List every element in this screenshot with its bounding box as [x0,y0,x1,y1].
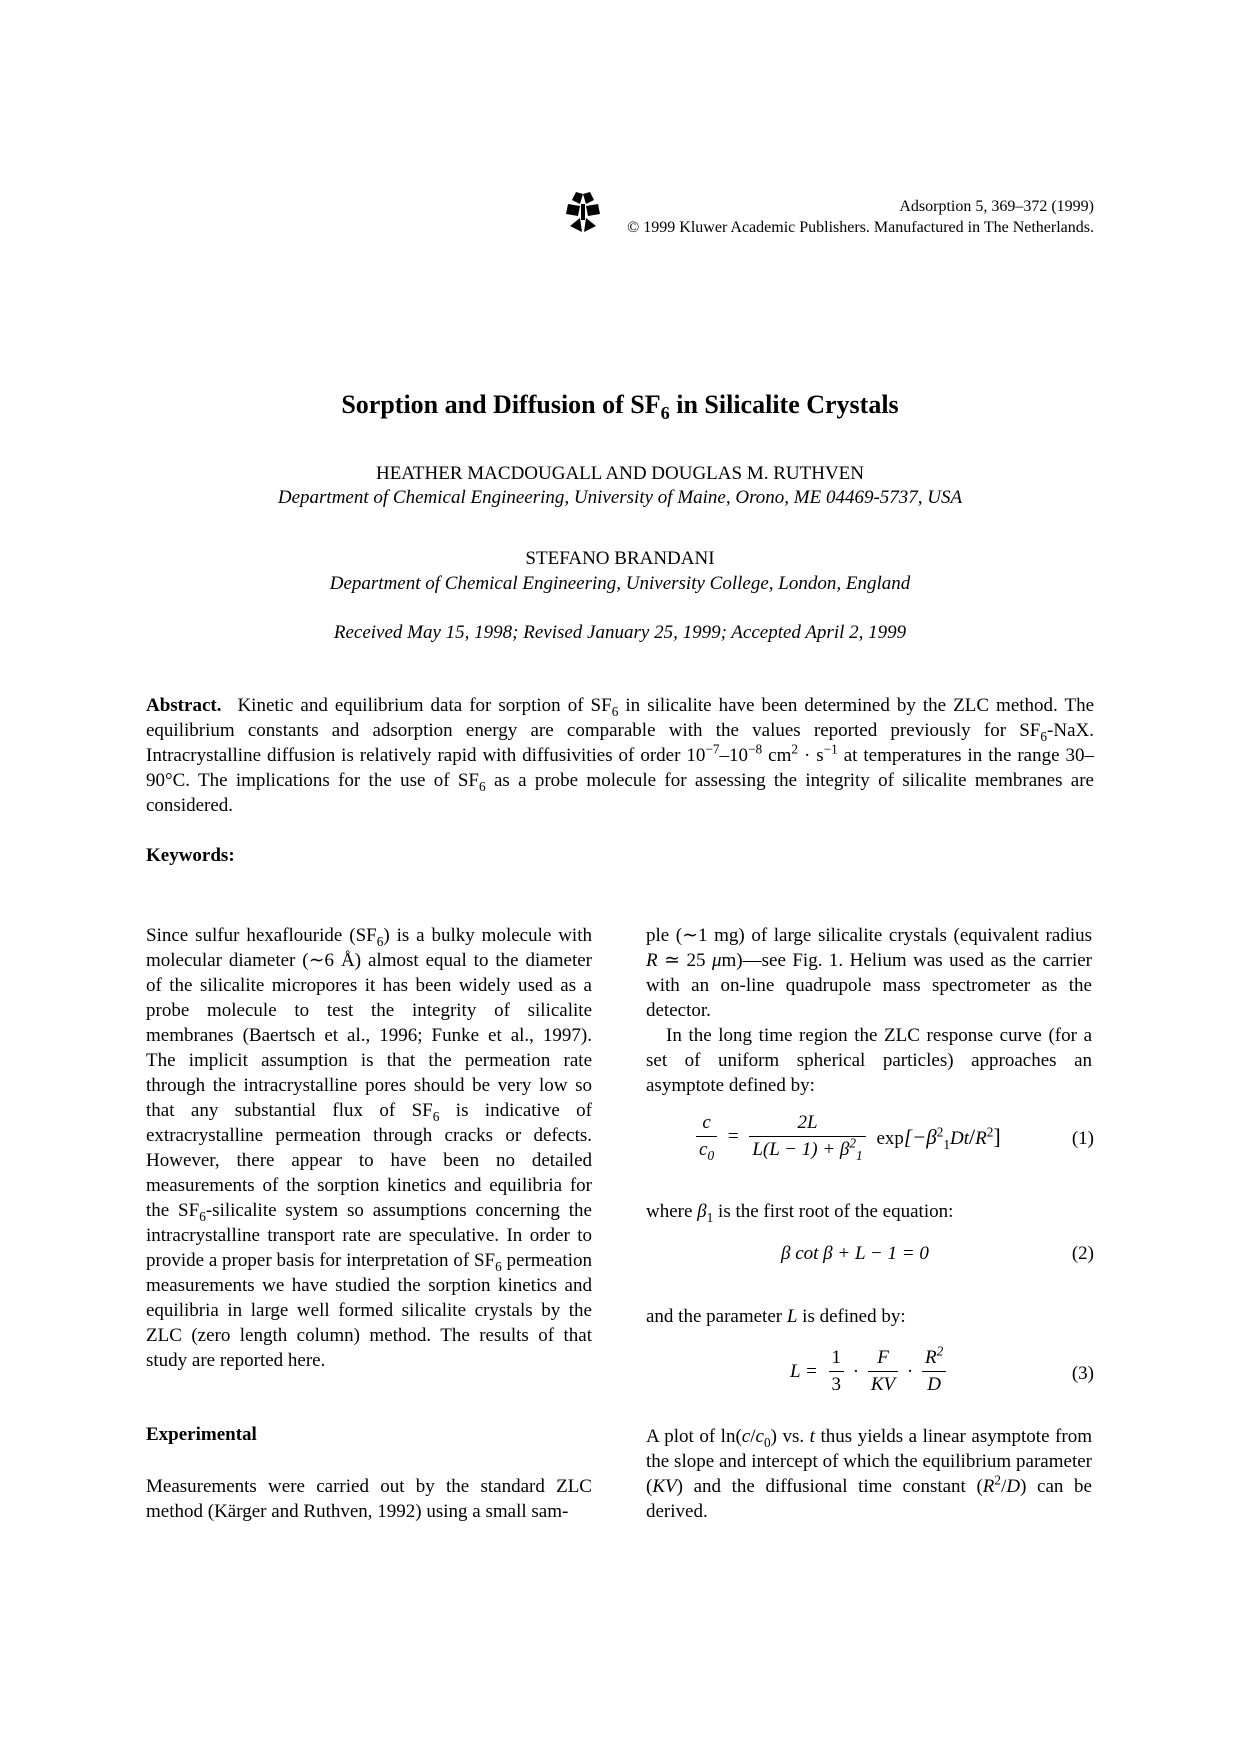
author-group-2: STEFANO BRANDANI [525,548,715,569]
keywords-label: Keywords: [146,845,235,866]
eq3-fraction-2: $\frac{F}{KV}$ [868,1347,898,1396]
received-dates: Received May 15, 1998; Revised January 25, 1999; Accepted April 2, 1999 [333,622,907,643]
publisher-logo-icon [566,192,600,232]
eq2-number: (2) [1071,1243,1094,1264]
equation-2 [646,1243,1094,1269]
section-heading-experimental: Experimental [146,1424,257,1445]
eq1-rhs-fraction: $\frac{2L}{L(L - 1) + \beta^2_1}$ [749,1112,865,1161]
right-column-top [646,923,1092,1098]
abstract: Abstract. Kinetic and equilibrium data for sorption of $SF_6$ in silicalite have been determined by the ZLC method. The equilibrium constants and adsorption energy are comparable with the values reported previously for $SF_6$-NaX. Intracrystalline diffusion is relatively rapid with diffusivities of order $10^{-7}-10^{-8}$ $cm^2 \cdot s^{-1}$ at temperatures in the range 30–90°C. The implications for the use of $SF_6$ as a probe molecule for assessing the integrity of silicalite membranes are considered. [146,695,1094,816]
eq3-fraction-1: $\frac{1}{3}$ [829,1347,845,1396]
equation-3: L = $\frac{1}{3}$ · $\frac{F}{KV}$ · $\frac{R^2}{D}$ (3) [790,1343,1094,1395]
affiliation-1: Department of Chemical Engineering, University of Maine, Orono, ME 04469-5737, USA [277,487,963,508]
right-paragraph-5: A plot of $\ln(c/c_0)$ vs. t thus yields a linear asymptote from the slope and intercept of which the equilibrium parameter (KV) and the diffusional time constant $(R^2/D)$ can be derived. [646,1426,1092,1522]
right-paragraph-1: ple (∼1 mg) of large silicalite crystals (equivalent radius R ≃ 25 μm)—see Fig. 1. Helium was used as the carrier with an on-line quadrupole mass spectrometer as the detector. [646,925,1092,1021]
journal-header [627,196,1094,238]
author-group-1: HEATHER MACDOUGALL AND DOUGLAS M. RUTHVEN [375,463,864,484]
eq1-number: (1) [1071,1128,1094,1149]
equation-1: $\frac{c}{c_0}$ = $\frac{2L}{L(L - 1) + \beta^2_1}$ $\exp[-\beta^2_1Dt/R^2]$ (1) [646,1112,1094,1172]
eq2-body: β cot β + L − 1 = 0 [781,1243,929,1264]
affiliation-2: Department of Chemical Engineering, University College, London, England [329,573,911,594]
paper-title: Sorption and Diffusion of $SF_6$ in Silicalite Crystals [341,390,899,424]
right-paragraph-3: where $\beta_1$ is the first root of the equation: [646,1201,954,1225]
left-column [146,923,592,1373]
experimental-paragraph: Measurements were carried out by the standard ZLC method (Kärger and Ruthven, 1992) using a small sam- [146,1476,592,1522]
copyright-line: © 1999 Kluwer Academic Publishers. Manufactured in The Netherlands. [627,219,1094,236]
intro-paragraph: Since sulfur hexaflouride $(SF_6)$ is a bulky molecule with molecular diameter (∼6 Å) almost equal to the diameter of the silicalite micropores it has been widely used as a probe molecule to test the integrity of silicalite membranes (Baertsch et al., 1996; Funke et al., 1997). The implicit assumption is that the permeation rate through the intracrystalline pores should be very low so that any substantial flux of $SF_6$ is indicative of extracrystalline permeation through cracks or defects. However, there appear to have been no detailed measurements of the sorption kinetics and equilibria for the $SF_6$-silicalite system so assumptions concerning the intracrystalline transport rate are speculative. In order to provide a proper basis for interpretation of $SF_6$ permeation measurements we have studied the sorption kinetics and equilibria in large well formed silicalite crystals by the ZLC (zero length column) method. The results of that study are reported here. [146,925,592,1371]
eq1-lhs-fraction: $\frac{c}{c_0}$ [696,1112,717,1161]
right-paragraph-4: and the parameter L is defined by: [646,1306,906,1327]
eq3-fraction-3: $\frac{R^2}{D}$ [922,1347,946,1396]
journal-line: Adsorption 5, 369–372 (1999) [899,198,1094,215]
abstract-label: Abstract. [146,695,222,716]
eq3-number: (3) [1071,1363,1094,1384]
right-paragraph-2: In the long time region the ZLC response curve (for a set of uniform spherical particles) approaches an asymptote defined by: [646,1025,1092,1096]
